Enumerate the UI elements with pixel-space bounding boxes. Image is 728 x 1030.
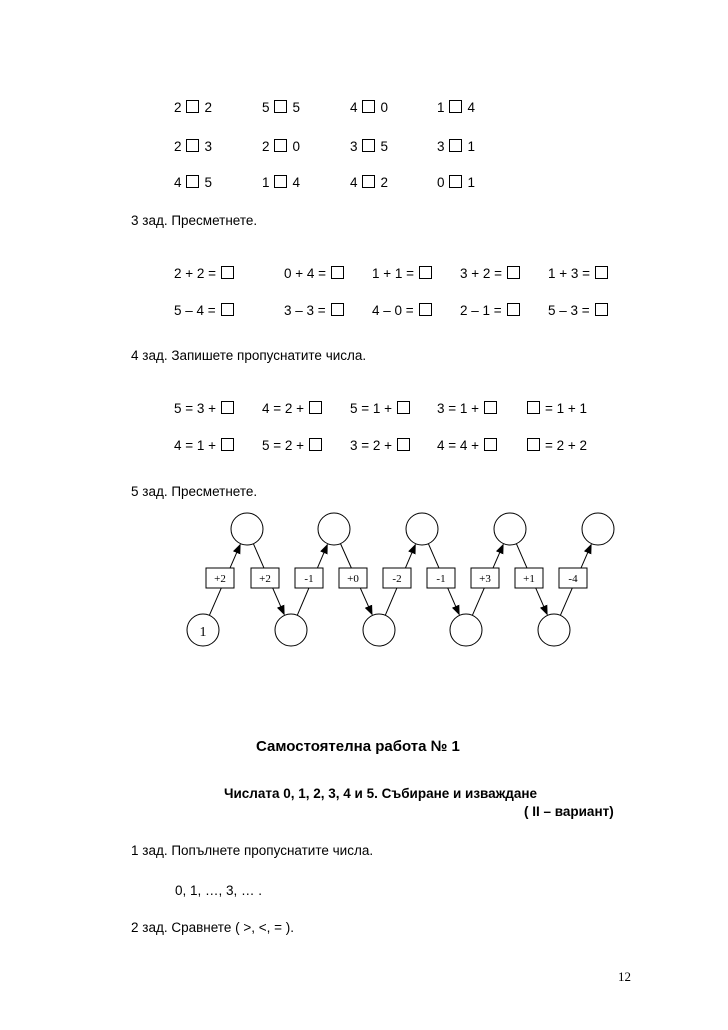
operation-box <box>427 568 455 588</box>
answer-circle[interactable] <box>582 513 614 545</box>
equation-text: = 1 + 1 <box>545 401 588 416</box>
task2-title: 2 зад. Сравнете ( >, <, = ). <box>131 920 294 935</box>
compare-right-number: 3 <box>204 139 213 154</box>
equation-text: 3 = 2 + <box>350 438 393 453</box>
operation-box <box>251 568 279 588</box>
equation-text: 3 – 3 = <box>284 303 326 318</box>
compare-right-number: 5 <box>292 100 301 115</box>
equation-text: 3 = 1 + <box>437 401 480 416</box>
equation-text: 4 = 4 + <box>437 438 480 453</box>
compare-left-number: 5 <box>262 100 270 115</box>
operation-box <box>559 568 587 588</box>
operation-box <box>295 568 323 588</box>
compare-right-number: 1 <box>467 139 476 154</box>
answer-circle[interactable] <box>363 614 395 646</box>
compare-left-number: 2 <box>174 139 182 154</box>
task1-sequence: 0, 1, …, 3, … . <box>175 883 263 898</box>
equation-text: 3 + 2 = <box>460 266 503 281</box>
task1-title: 1 зад. Попълнете пропуснатите числа. <box>131 843 374 858</box>
answer-circle[interactable] <box>231 513 263 545</box>
compare-left-number: 2 <box>262 139 270 154</box>
equation-text: 0 + 4 = <box>284 266 327 281</box>
compare-right-number: 5 <box>380 139 389 154</box>
answer-circle[interactable] <box>494 513 526 545</box>
equation-text: 5 = 3 + <box>174 401 217 416</box>
compare-right-number: 0 <box>292 139 301 154</box>
equation-text: 5 – 3 = <box>548 303 590 318</box>
equation-text: 2 + 2 = <box>174 266 217 281</box>
operation-box <box>206 568 234 588</box>
compare-left-number: 3 <box>350 139 358 154</box>
equation-text: 5 = 2 + <box>262 438 305 453</box>
equation-text: 1 + 1 = <box>372 266 415 281</box>
operation-box <box>383 568 411 588</box>
compare-left-number: 4 <box>350 100 358 115</box>
operation-label: -2 <box>392 573 402 585</box>
work-title: Самостоятелна работа № 1 <box>256 738 460 755</box>
compare-right-number: 2 <box>204 100 213 115</box>
compare-left-number: 1 <box>437 100 445 115</box>
compare-right-number: 1 <box>467 175 476 190</box>
work-subtitle: Числата 0, 1, 2, 3, 4 и 5. Събиране и изваждане <box>224 786 537 801</box>
operation-label: +2 <box>214 573 226 585</box>
work-variant: ( II – вариант) <box>524 804 614 819</box>
operation-box <box>339 568 367 588</box>
answer-circle[interactable] <box>450 614 482 646</box>
compare-right-number: 0 <box>380 100 389 115</box>
operation-label: -1 <box>304 573 314 585</box>
equation-text: 2 – 1 = <box>460 303 502 318</box>
answer-circle[interactable] <box>275 614 307 646</box>
operation-label: -1 <box>436 573 446 585</box>
equation-text: 4 – 0 = <box>372 303 414 318</box>
task5-title: 5 зад. Пресметнете. <box>131 484 258 499</box>
equation-text: 5 = 1 + <box>350 401 393 416</box>
compare-left-number: 4 <box>350 175 358 190</box>
compare-right-number: 4 <box>292 175 301 190</box>
operation-label: +2 <box>259 573 271 585</box>
operation-label: +1 <box>523 573 535 585</box>
equation-text: 1 + 3 = <box>548 266 591 281</box>
compare-left-number: 0 <box>437 175 445 190</box>
page-number: 12 <box>618 969 631 984</box>
answer-circle[interactable] <box>406 513 438 545</box>
compare-right-number: 4 <box>467 100 476 115</box>
operation-label: +0 <box>347 573 359 585</box>
operation-label: -4 <box>568 573 578 585</box>
compare-left-number: 2 <box>174 100 182 115</box>
compare-left-number: 3 <box>437 139 445 154</box>
equation-text: 4 = 1 + <box>174 438 217 453</box>
equation-text: 5 – 4 = <box>174 303 216 318</box>
start-value: 1 <box>199 625 207 640</box>
answer-circle[interactable] <box>318 513 350 545</box>
operation-box <box>515 568 543 588</box>
task3-title: 3 зад. Пресметнете. <box>131 213 258 228</box>
compare-left-number: 1 <box>262 175 270 190</box>
equation-text: 4 = 2 + <box>262 401 305 416</box>
equation-text: = 2 + 2 <box>545 438 588 453</box>
compare-right-number: 2 <box>380 175 389 190</box>
task4-title: 4 зад. Запишете пропуснатите числа. <box>131 348 367 363</box>
compare-left-number: 4 <box>174 175 182 190</box>
operation-box <box>471 568 499 588</box>
compare-right-number: 5 <box>204 175 213 190</box>
answer-circle[interactable] <box>538 614 570 646</box>
operation-label: +3 <box>479 573 491 585</box>
